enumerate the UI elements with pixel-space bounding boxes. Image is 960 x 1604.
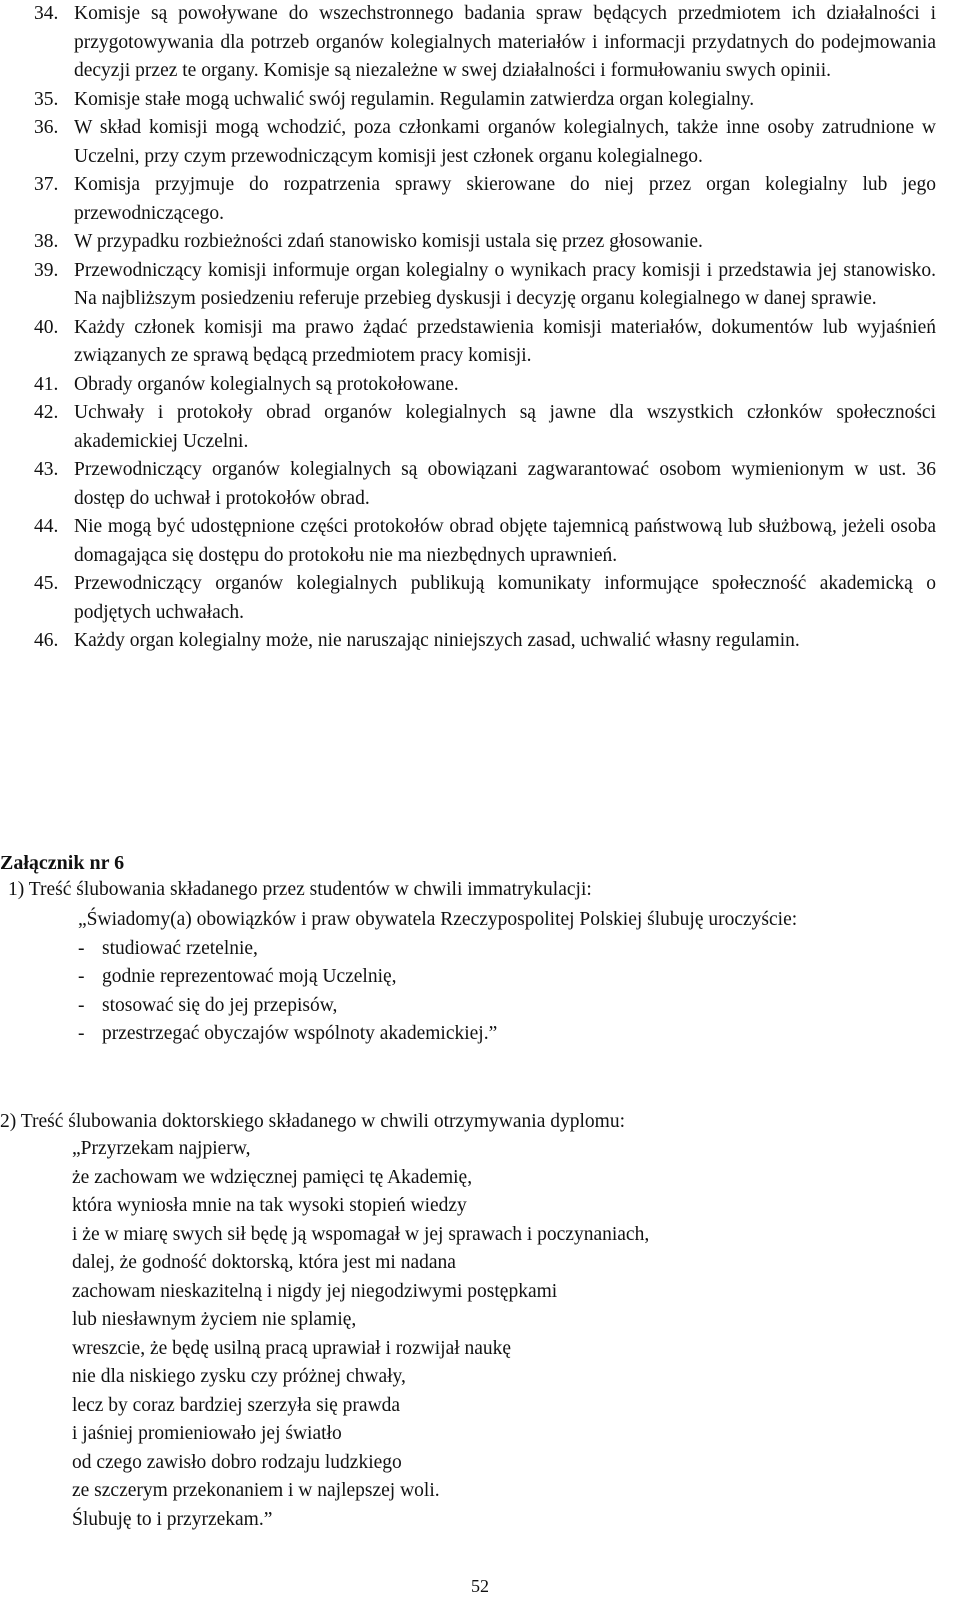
provision-text: Przewodniczący komisji informuje organ kolegialny o wynikach pracy komisji i przedstawia jej stanowisko. Na najbliższym posiedzeniu referuje przebieg dyskusji i decyzję organu kolegialnego w danej sprawie.: [74, 259, 936, 309]
provision-item: [34, 228, 936, 257]
provision-number: 42.: [34, 402, 59, 423]
provision-text: Nie mogą być udostępnione części protokołów obrad objęte tajemnicą państwową lub służbową, jeżeli osoba domagająca się dostępu do protokołu nie ma niezbędnych uprawnień.: [74, 516, 936, 566]
provision-text: Przewodniczący organów kolegialnych są obowiązani zagwarantować osobom wymienionym w ust. 36 dostęp do uchwał i protokołów obrad.: [74, 459, 936, 509]
provision-item: [34, 86, 936, 115]
provision-item: [34, 627, 936, 656]
oath-line: od czego zawisło dobro rodzaju ludzkiego: [72, 1451, 402, 1473]
provision-item: [34, 513, 936, 570]
oath-line: nie dla niskiego zysku czy próżnej chwały,: [72, 1366, 406, 1387]
oath-line: dalej, że godność doktorską, która jest mi nadana: [72, 1252, 456, 1273]
oath-line: lecz by coraz bardziej szerzyła się prawda: [72, 1394, 401, 1416]
oath-line: ze szczerym przekonaniem i w najlepszej woli.: [72, 1480, 440, 1501]
provision-number: 44.: [34, 516, 59, 537]
provision-text: Komisja przyjmuje do rozpatrzenia sprawy skierowane do niej przez organ kolegialny lub jego przewodniczącego.: [74, 174, 936, 224]
oath-point: - godnie reprezentować moją Uczelnię,: [78, 963, 938, 992]
oath-line: która wyniosła mnie na tak wysoki stopień wiedzy: [72, 1195, 467, 1216]
provision-number: 39.: [34, 259, 59, 281]
oath-line: i że w miarę swych sił będę ją wspomagał w jej sprawach i poczynaniach,: [72, 1223, 650, 1245]
provision-number: 35.: [34, 88, 59, 110]
provision-text: Każdy organ kolegialny może, nie naruszając niniejszych zasad, uchwalić własny regulamin.: [74, 630, 800, 651]
oath-line: wreszcie, że będę usilną pracą uprawiał i rozwijał naukę: [72, 1337, 512, 1359]
provision-item: [34, 314, 936, 371]
provision-item: [34, 456, 936, 513]
student-oath-heading: 1) Treść ślubowania składanego przez studentów w chwili immatrykulacji:: [8, 879, 592, 900]
student-oath-points: [78, 935, 938, 1049]
oath-point: - stosować się do jej przepisów,: [78, 992, 938, 1021]
provision-text: Komisje stałe mogą uchwalić swój regulamin. Regulamin zatwierdza organ kolegialny.: [74, 88, 755, 110]
provision-text: Uchwały i protokoły obrad organów kolegialnych są jawne dla wszystkich członków społeczności akademickiej Uczelni.: [74, 402, 936, 452]
oath-line: Ślubuję to i przyrzekam.”: [72, 1508, 273, 1530]
provision-number: 34.: [34, 3, 59, 24]
provision-item: [34, 570, 936, 627]
oath-line: „Przyrzekam najpierw,: [72, 1138, 251, 1159]
provision-text: Obrady organów kolegialnych są protokołowane.: [74, 373, 459, 395]
provision-text: W skład komisji mogą wchodzić, poza członkami organów kolegialnych, także inne osoby zatrudnione w Uczelni, przy czym przewodniczącym komisji jest członek organu kolegialnego.: [74, 117, 936, 167]
provision-number: 40.: [34, 316, 59, 338]
provision-item: [34, 114, 936, 171]
provision-number: 36.: [34, 117, 59, 138]
oath-point: - przestrzegać obyczajów wspólnoty akademickiej.”: [78, 1020, 938, 1049]
provision-number: 45.: [34, 573, 59, 594]
oath-line: że zachowam we wdzięcznej pamięci tę Akademię,: [72, 1166, 473, 1188]
student-oath-text: [78, 906, 938, 1049]
provision-item: [34, 371, 936, 400]
oath-line: lub niesławnym życiem nie splamię,: [72, 1309, 357, 1330]
provision-number: 46.: [34, 630, 59, 651]
provision-item: [34, 399, 936, 456]
numbered-provisions-list: [34, 0, 936, 656]
page-number: 52: [471, 1576, 489, 1596]
doctoral-oath-heading: 2) Treść ślubowania doktorskiego składanego w chwili otrzymywania dyplomu:: [0, 1111, 625, 1132]
provision-text: Komisje są powoływane do wszechstronnego badania spraw będących przedmiotem ich działalności i przygotowywania dla potrzeb organów kolegialnych materiałów i informacji przydatnych do podejmowania decyzji przez te organy. Komisje są niezależne w swej działalności i formułowaniu swych opinii.: [74, 3, 936, 81]
provision-item: [34, 0, 936, 86]
provision-number: 41.: [34, 373, 59, 395]
oath-point: - studiować rzetelnie,: [78, 935, 938, 964]
provision-number: 38.: [34, 231, 59, 252]
provision-text: W przypadku rozbieżności zdań stanowisko komisji ustala się przez głosowanie.: [74, 231, 703, 252]
provision-item: [34, 257, 936, 314]
provision-item: [34, 171, 936, 228]
student-oath-opening: „Świadomy(a) obowiązków i praw obywatela Rzeczypospolitej Polskiej ślubuję uroczyście:: [78, 909, 798, 930]
provision-number: 37.: [34, 174, 59, 195]
oath-line: i jaśniej promieniowało jej światło: [72, 1423, 342, 1444]
oath-line: zachowam nieskazitelną i nigdy jej niegodziwymi postępkami: [72, 1280, 558, 1302]
doctoral-oath-text: [72, 1135, 932, 1534]
provision-text: Każdy członek komisji ma prawo żądać przedstawienia komisji materiałów, dokumentów lub wyjaśnień związanych ze sprawą będącą przedmiotem pracy komisji.: [74, 316, 936, 366]
provision-number: 43.: [34, 459, 59, 480]
appendix-title: Załącznik nr 6: [0, 852, 125, 874]
provision-text: Przewodniczący organów kolegialnych publikują komunikaty informujące społeczność akademicką o podjętych uchwałach.: [74, 573, 936, 623]
